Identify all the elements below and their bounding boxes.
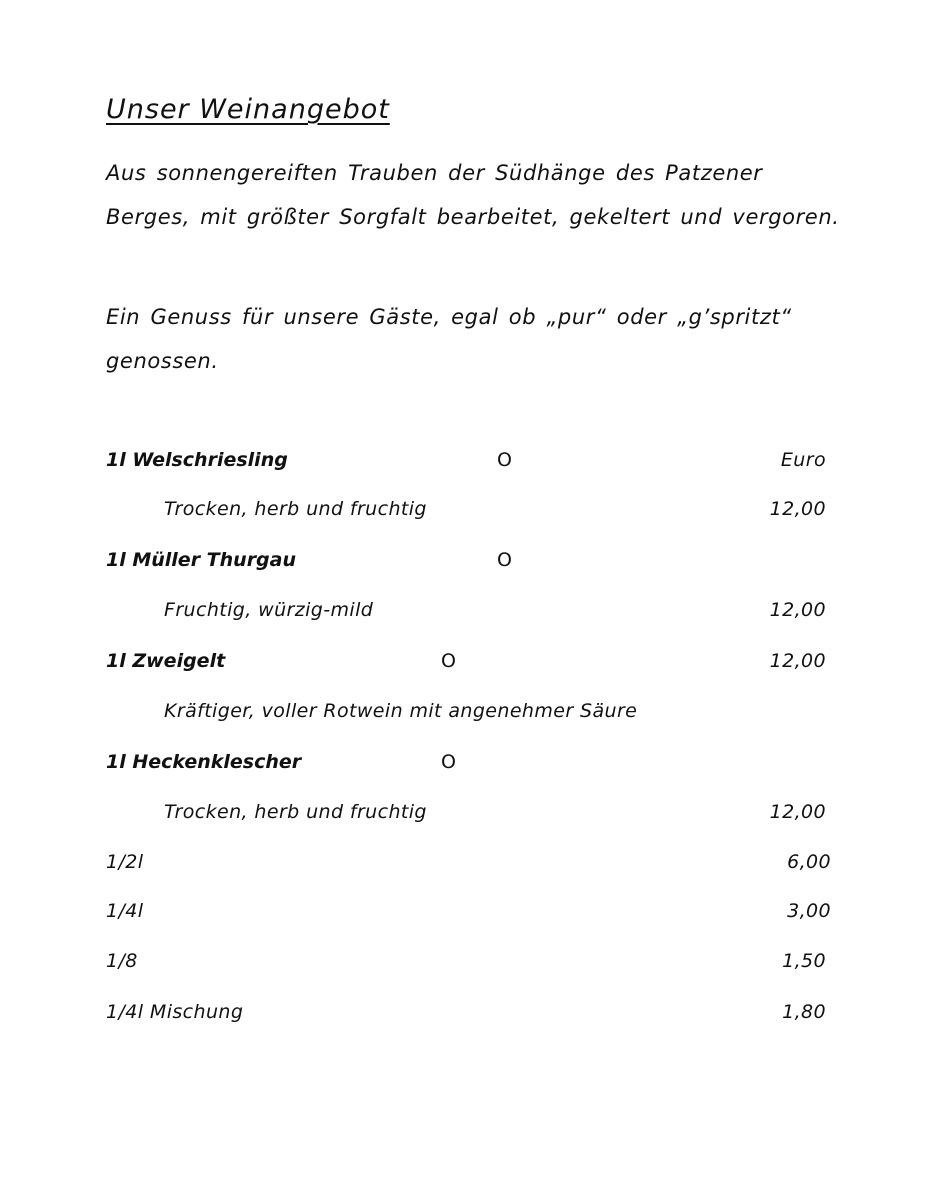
portion-row [0, 950, 932, 980]
wine-description-row [0, 498, 932, 528]
wine-description: Trocken, herb und fruchtig [164, 801, 427, 823]
portion-size: 1/4l Mischung [106, 1001, 244, 1023]
portion-row [0, 1001, 932, 1031]
portion-row [0, 851, 932, 881]
wine-marker: O [441, 650, 457, 672]
wine-row-heckenklescher [0, 751, 932, 781]
wine-name: 1l Welschriesling [106, 449, 288, 471]
intro-paragraph-2: Ein Genuss für unsere Gäste, egal ob „pur“ oder „g’spritzt“ genossen. [106, 305, 792, 373]
wine-marker: O [497, 449, 513, 471]
page-title: Unser Weinangebot [106, 94, 390, 125]
portion-price: 3,00 [787, 900, 831, 922]
wine-marker: O [441, 751, 457, 773]
portion-price: 1,80 [782, 1001, 826, 1023]
wine-price: 12,00 [769, 650, 826, 672]
wine-marker: O [497, 549, 513, 571]
intro-paragraph-1: Aus sonnengereiften Trauben der Südhänge des Patzener Berges, mit größter Sorgfalt bearbeitet, gekeltert und vergoren. [106, 161, 840, 229]
wine-price: 12,00 [769, 801, 826, 823]
wine-description-row [0, 700, 932, 730]
portion-price: 6,00 [787, 851, 831, 873]
wine-description-row [0, 801, 932, 831]
wine-description-row [0, 599, 932, 629]
portion-size: 1/8 [106, 950, 138, 972]
wine-description: Kräftiger, voller Rotwein mit angenehmer Säure [164, 700, 638, 722]
wine-row-mueller-thurgau [0, 549, 932, 579]
wine-price: 12,00 [769, 599, 826, 621]
currency-header: Euro [780, 449, 826, 471]
portion-price: 1,50 [782, 950, 826, 972]
wine-description: Fruchtig, würzig-mild [164, 599, 374, 621]
wine-name: 1l Heckenklescher [106, 751, 302, 773]
wine-price: 12,00 [769, 498, 826, 520]
portion-row [0, 900, 932, 930]
portion-size: 1/4l [106, 900, 144, 922]
wine-name: 1l Müller Thurgau [106, 549, 297, 571]
wine-row-welschriesling [0, 449, 932, 479]
portion-size: 1/2l [106, 851, 144, 873]
wine-row-zweigelt [0, 650, 932, 680]
wine-description: Trocken, herb und fruchtig [164, 498, 427, 520]
wine-name: 1l Zweigelt [106, 650, 226, 672]
